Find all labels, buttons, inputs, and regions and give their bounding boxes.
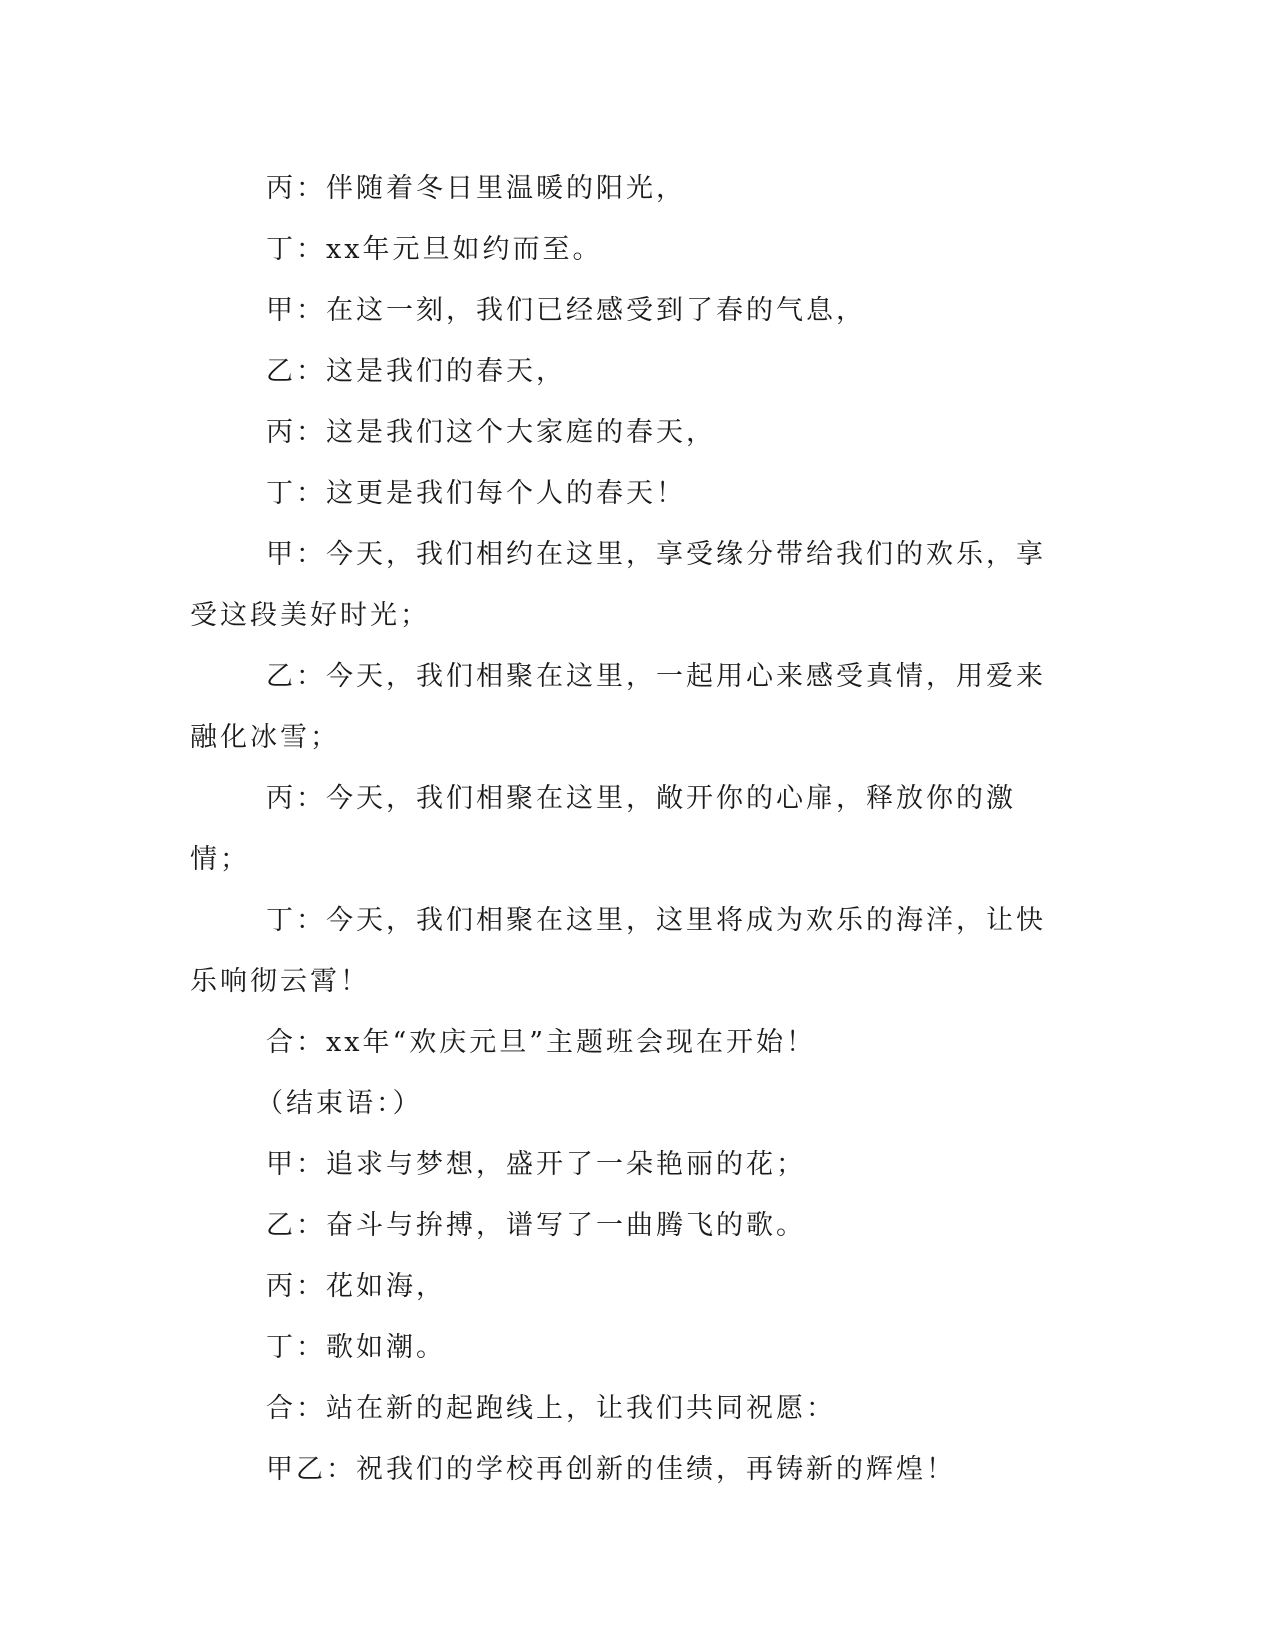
paragraph: 甲：追求与梦想，盛开了一朵艳丽的花； xyxy=(266,1149,806,1180)
paragraph: 甲：在这一刻，我们已经感受到了春的气息， xyxy=(266,295,866,326)
paragraph: 合：xx年“欢庆元旦”主题班会现在开始！ xyxy=(266,1027,817,1058)
paragraph: 丙：伴随着冬日里温暖的阳光， xyxy=(266,173,686,204)
paragraph: 乙：奋斗与拚搏，谱写了一曲腾飞的歌。 xyxy=(266,1210,806,1241)
paragraph: 合：站在新的起跑线上，让我们共同祝愿： xyxy=(266,1393,836,1424)
document-body xyxy=(190,158,1070,1500)
paragraph: 丁：xx年元旦如约而至。 xyxy=(266,234,603,265)
closing-remarks-heading: （结束语：） xyxy=(256,1088,423,1119)
paragraph: 丙：花如海， xyxy=(266,1271,446,1302)
paragraph: 甲：今天，我们相约在这里，享受缘分带给我们的欢乐，享受这段美好时光； xyxy=(190,539,1046,631)
paragraph: 丙：这是我们这个大家庭的春天， xyxy=(266,417,716,448)
paragraph: 丁：这更是我们每个人的春天！ xyxy=(266,478,686,509)
paragraph: 乙：这是我们的春天， xyxy=(266,356,566,387)
paragraph: 乙：今天，我们相聚在这里，一起用心来感受真情，用爱来融化冰雪； xyxy=(190,661,1046,753)
paragraph: 丙：今天，我们相聚在这里，敞开你的心扉，释放你的激情； xyxy=(190,783,1016,875)
paragraph: 丁：今天，我们相聚在这里，这里将成为欢乐的海洋，让快乐响彻云霄！ xyxy=(190,905,1046,997)
paragraph: 甲乙：祝我们的学校再创新的佳绩，再铸新的辉煌！ xyxy=(266,1454,956,1485)
paragraph: 丁：歌如潮。 xyxy=(266,1332,446,1363)
